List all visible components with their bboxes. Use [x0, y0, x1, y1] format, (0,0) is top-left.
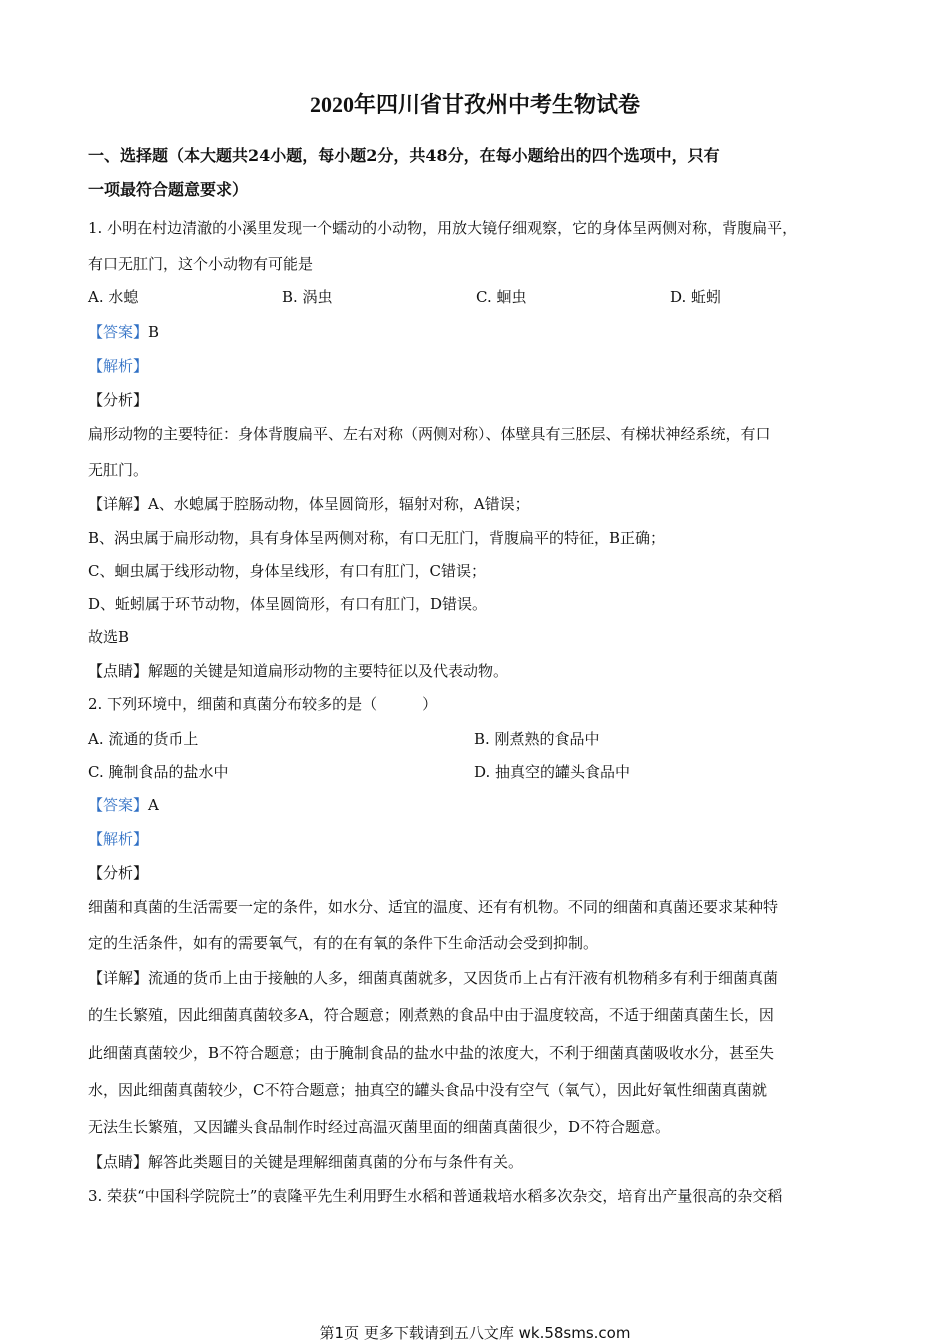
q1-option-b: B. 涡虫 — [282, 288, 333, 306]
q1-stem-line-1: 1. 小明在村边清澈的小溪里发现一个蠕动的小动物，用放大镜仔细观察，它的身体呈两侧对称，背腹扁平， — [88, 219, 798, 237]
q1-detail-line-3: C、蛔虫属于线形动物，身体呈线形，有口有肛门，C错误； — [88, 562, 486, 580]
q2-option-a: A. 流通的货币上 — [88, 730, 199, 748]
answer-tag: 【答案】 — [88, 796, 149, 814]
answer-value: A — [148, 796, 159, 814]
q1-point: 【点睛】解题的关键是知道扁形动物的主要特征以及代表动物。 — [88, 662, 509, 680]
q2-answer — [88, 795, 159, 815]
q2-option-c: C. 腌制食品的盐水中 — [88, 763, 229, 781]
q1-fenxi-tag: 【分析】 — [88, 391, 149, 409]
page-title: 2020年四川省甘孜州中考生物试卷 — [309, 92, 640, 117]
q2-point: 【点睛】解答此类题目的关键是理解细菌真菌的分布与条件有关。 — [88, 1153, 524, 1171]
q2-detail-line-4: 水，因此细菌真菌较少，C不符合题意；抽真空的罐头食品中没有空气（氧气），因此好氧性细菌真菌就 — [88, 1081, 767, 1099]
q2-jiexi-tag: 【解析】 — [88, 830, 149, 848]
q1-detail-line-1: 【详解】A、水螅属于腔肠动物，体呈圆筒形，辐射对称，A错误； — [88, 495, 530, 513]
section-heading-line-1: 一、选择题（本大题共24小题，每小题2分，共48分，在每小题给出的四个选项中，只有 — [88, 146, 720, 165]
q1-analysis-line-2: 无肛门。 — [88, 461, 149, 479]
q2-analysis-line-2: 定的生活条件，如有的需要氧气，有的在有氧的条件下生命活动会受到抑制。 — [88, 934, 599, 952]
q3-stem: 3. 荣获“中国科学院院士”的袁隆平先生利用野生水稻和普通栽培水稻多次杂交，培育出产量很高的杂交稻 — [88, 1187, 783, 1205]
page-footer: 第1页 更多下载请到五八文库 wk.58sms.com — [319, 1324, 631, 1342]
q2-detail-line-2: 的生长繁殖，因此细菌真菌较多A，符合题意；刚煮熟的食品中由于温度较高，不适于细菌真菌生长，因 — [88, 1006, 774, 1024]
q1-option-d: D. 蚯蚓 — [670, 288, 722, 306]
q2-option-b: B. 刚煮熟的食品中 — [474, 730, 600, 748]
q2-detail-line-1: 【详解】流通的货币上由于接触的人多，细菌真菌就多，又因货币上占有汗液有机物稍多有利于细菌真菌 — [88, 969, 779, 987]
answer-tag: 【答案】 — [88, 323, 149, 341]
q2-stem: 2. 下列环境中，细菌和真菌分布较多的是（ ） — [88, 695, 438, 713]
q1-detail-line-2: B、涡虫属于扁形动物，具有身体呈两侧对称，有口无肛门，背腹扁平的特征，B正确； — [88, 529, 666, 547]
section-heading-line-2: 一项最符合题意要求） — [88, 180, 249, 199]
q1-detail-line-4: D、蚯蚓属于环节动物，体呈圆筒形，有口有肛门，D错误。 — [88, 595, 488, 613]
q1-detail-line-5: 故选B — [88, 628, 130, 646]
q2-analysis-line-1: 细菌和真菌的生活需要一定的条件，如水分、适宜的温度、还有有机物。不同的细菌和真菌还要求某种特 — [88, 898, 779, 916]
q1-option-c: C. 蛔虫 — [476, 288, 527, 306]
q1-option-a: A. 水螅 — [88, 288, 139, 306]
q2-detail-line-3: 此细菌真菌较少，B不符合题意；由于腌制食品的盐水中盐的浓度大，不利于细菌真菌吸收水分，甚至失 — [88, 1044, 775, 1062]
q1-answer — [88, 322, 159, 342]
answer-value: B — [148, 323, 160, 341]
q1-analysis-line-1: 扁形动物的主要特征：身体背腹扁平、左右对称（两侧对称）、体壁具有三胚层、有梯状神经系统，有口 — [88, 425, 771, 443]
q1-stem-line-2: 有口无肛门，这个小动物有可能是 — [88, 255, 314, 273]
q2-fenxi-tag: 【分析】 — [88, 864, 149, 882]
q2-detail-line-5: 无法生长繁殖，又因罐头食品制作时经过高温灭菌里面的细菌真菌很少，D不符合题意。 — [88, 1118, 671, 1136]
q2-option-d: D. 抽真空的罐头食品中 — [474, 763, 631, 781]
q1-jiexi-tag: 【解析】 — [88, 357, 149, 375]
